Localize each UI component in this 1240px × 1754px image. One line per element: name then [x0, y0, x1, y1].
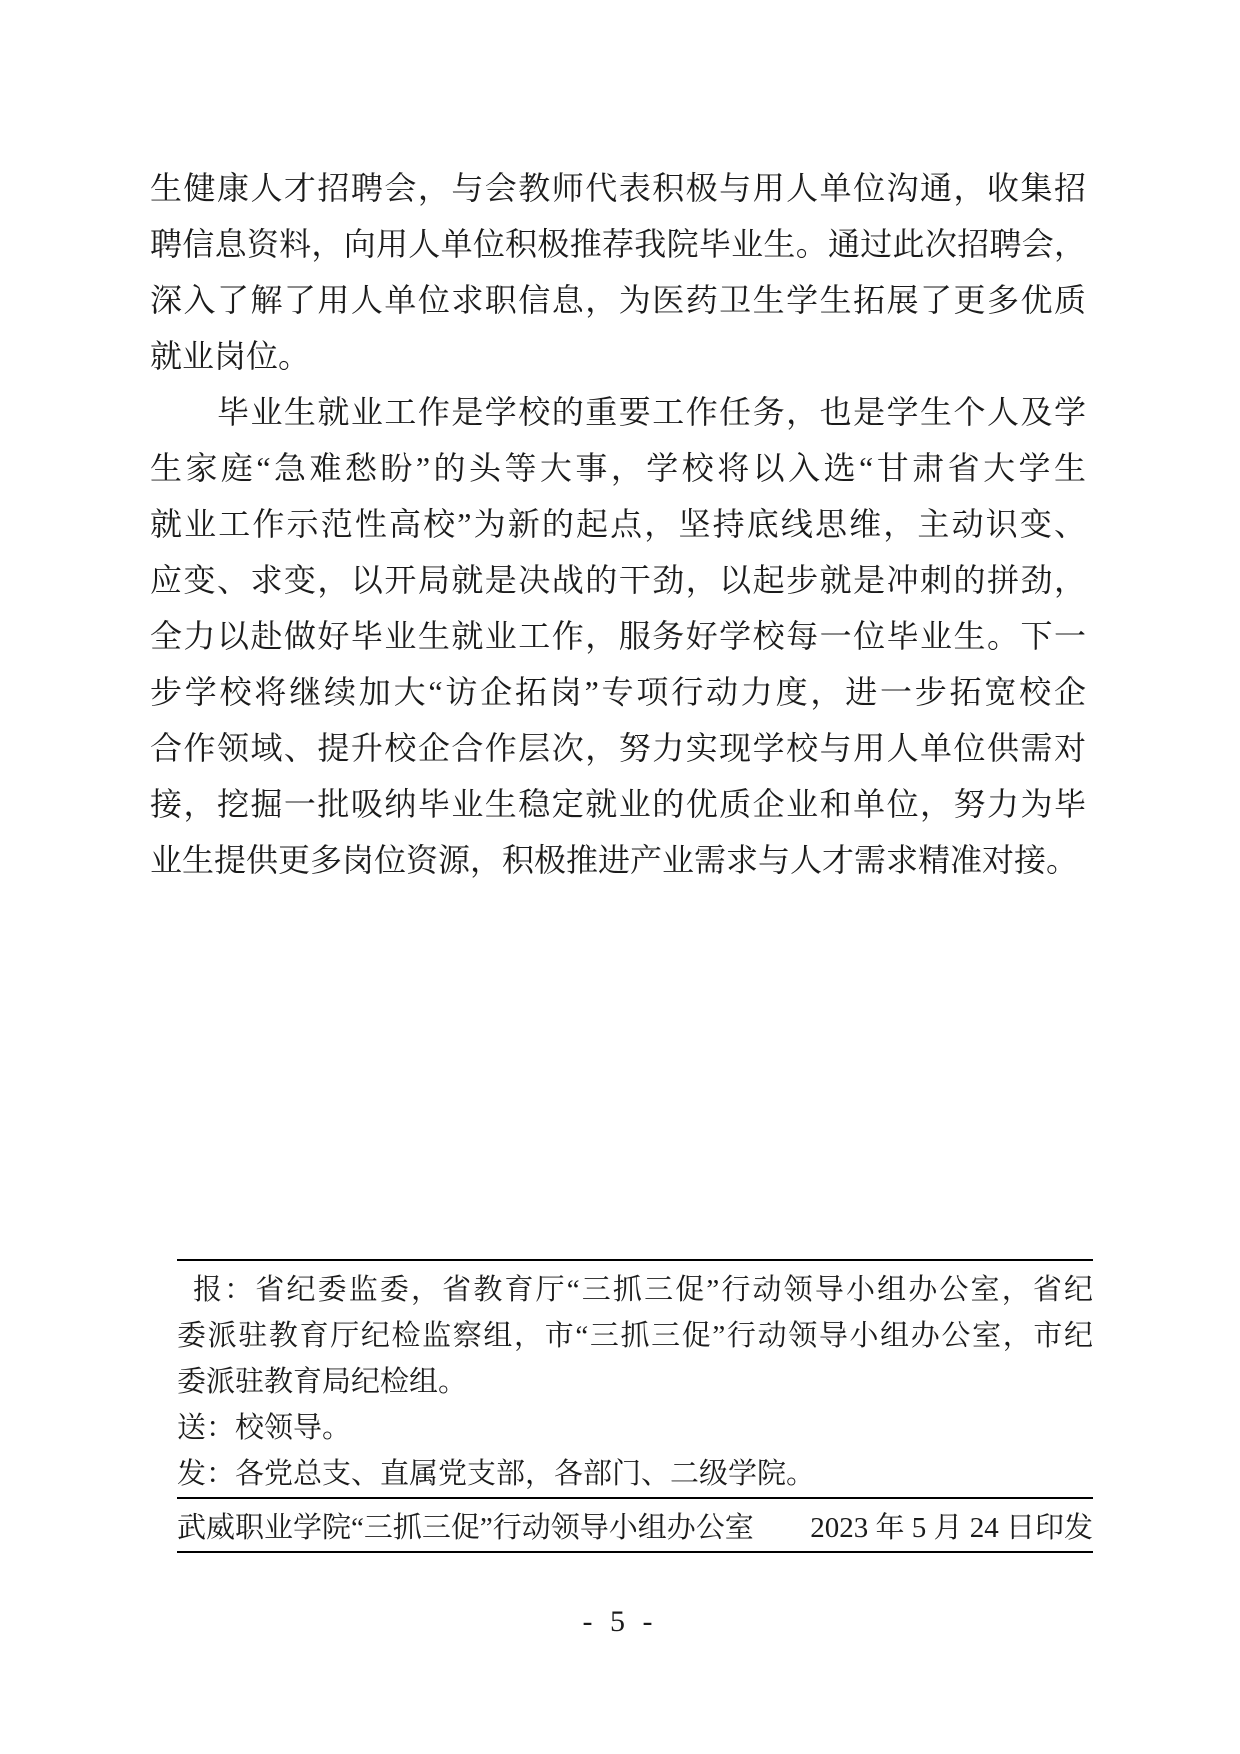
body-line: 就业工作示范性高校”为新的起点，坚持底线思维，主动识变、: [150, 506, 1086, 542]
issuer-row: [177, 1499, 1093, 1551]
distribution-block: [177, 1267, 1093, 1497]
body-line: 合作领域、提升校企合作层次，努力实现学校与用人单位供需对: [150, 730, 1086, 766]
footer-top-divider: [177, 1259, 1093, 1261]
issuer-office: 武威职业学院“三抓三促”行动领导小组办公室: [177, 1511, 754, 1544]
body-line: 接，挖掘一批吸纳毕业生稳定就业的优质企业和单位，努力为毕: [150, 786, 1086, 822]
body-line: 聘信息资料，向用人单位积极推荐我院毕业生。通过此次招聘会，: [150, 226, 1086, 262]
distribution-line: 委派驻教育厅纪检监察组，市“三抓三促”行动领导小组办公室，市纪: [177, 1320, 1093, 1352]
issue-date: 2023 年 5 月 24 日印发: [810, 1511, 1093, 1544]
body-line: 全力以赴做好毕业生就业工作，服务好学校每一位毕业生。下一: [150, 618, 1086, 654]
body-line: 深入了解了用人单位求职信息，为医药卫生学生拓展了更多优质: [150, 282, 1086, 318]
body-text-block: [150, 160, 1086, 888]
body-line: 生家庭“急难愁盼”的头等大事，学校将以入选“甘肃省大学生: [150, 450, 1086, 486]
distribution-line-fa: 发：各党总支、直属党支部，各部门、二级学院。: [177, 1458, 816, 1490]
distribution-line: 委派驻教育局纪检组。: [177, 1366, 468, 1398]
body-line: 业生提供更多岗位资源，积极推进产业需求与人才需求精准对接。: [150, 842, 1079, 878]
distribution-line-bao: 报：省纪委监委，省教育厅“三抓三促”行动领导小组办公室，省纪: [193, 1274, 1093, 1306]
body-line: 生健康人才招聘会，与会教师代表积极与用人单位沟通，收集招: [150, 170, 1086, 206]
issuer-bottom-divider: [177, 1551, 1093, 1553]
body-line: 毕业生就业工作是学校的重要工作任务，也是学生个人及学: [150, 394, 1086, 430]
body-line: 就业岗位。: [150, 338, 311, 374]
distribution-line-song: 送：校领导。: [177, 1412, 352, 1444]
body-line: 步学校将继续加大“访企拓岗”专项行动力度，进一步拓宽校企: [150, 674, 1086, 710]
page-number: - 5 -: [582, 1605, 658, 1638]
body-line: 应变、求变，以开局就是决战的干劲，以起步就是冲刺的拼劲，: [150, 562, 1086, 598]
